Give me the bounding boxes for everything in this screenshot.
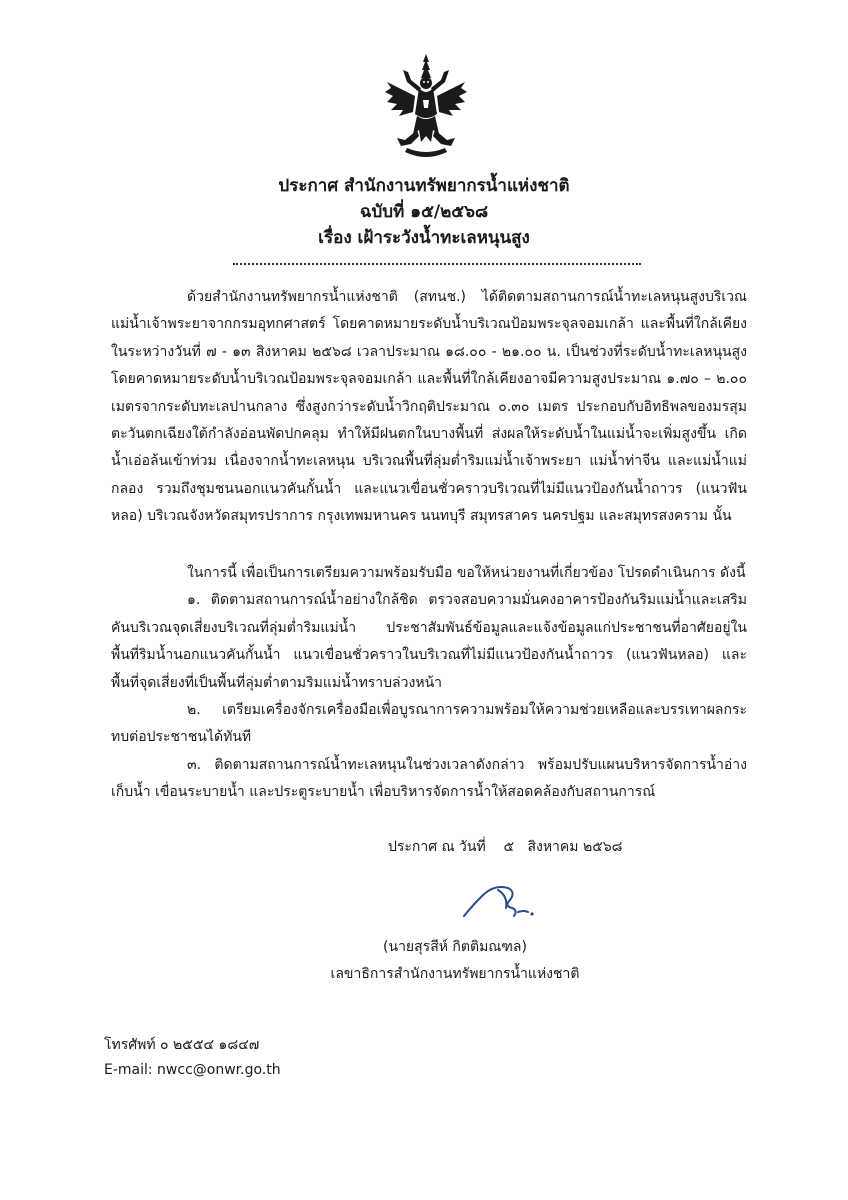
signer-title: เลขาธิการสำนักงานทรัพยากรน้ำแห่งชาติ (330, 966, 580, 982)
announcement-title: ประกาศ สำนักงานทรัพยากรน้ำแห่งชาติ (278, 176, 570, 196)
intro-paragraph: ด้วยสำนักงานทรัพยากรน้ำแห่งชาติ (สทนช.) ได้ติดตามสถานการณ์น้ำทะเลหนุนสูงบริเวณแม่น้ำเจ้าพระยาจากกรมอุทกศาสตร์ โดยคาดหมายระดับน้ำบริเวณป้อมพระจุลจอมเกล้า และพื้นที่ใกล้เคียงในระหว่างวันที่ ๗ - ๑๓ สิงหาคม ๒๕๖๘ เวลาประมาณ ๑๘.๐๐ - ๒๑.๐๐ น. เป็นช่วงที่ระดับน้ำทะเลหนุนสูงโดยคาดหมายระดับน้ำบริเวณป้อมพระจุลจอมเกล้า และพื้นที่ใกล้เคียงอาจมีความสูงประมาณ ๑.๗๐ – ๒.๐๐ เมตรจากระดับทะเลปานกลาง ซึ่งสูงกว่าระดับน้ำวิกฤติประมาณ ๐.๓๐ เมตร ประกอบกับอิทธิพลของมรสุมตะวันตกเฉียงใต้กำลังอ่อนพัดปกคลุม ทำให้มีฝนตกในบางพื้นที่ ส่งผลให้ระดับน้ำในแม่น้ำจะเพิ่มสูงขึ้น เกิดน้ำเอ่อล้นเข้าท่วม เนื่องจากน้ำทะเลหนุน บริเวณพื้นที่ลุ่มต่ำริมแม่น้ำเจ้าพระยา แม่น้ำท่าจีน และแม่น้ำแม่กลอง รวมถึงชุมชนนอกแนวคันกั้นน้ำ และแนวเขื่อนชั่วคราวบริเวณที่ไม่มีแนวป้องกันน้ำถาวร (แนวฟันหลอ) บริเวณจังหวัดสมุทรปราการ กรุงเทพมหานคร นนทบุรี สมุทรสาคร นครปฐม และสมุทรสงคราม นั้น (111, 289, 747, 525)
action-item-2: ๒. เตรียมเครื่องจักรเครื่องมือเพื่อบูรณาการความพร้อมให้ความช่วยเหลือและบรรเทาผลกระทบต่อประชาชนได้ทันที (111, 702, 747, 746)
contact-email: E-mail: nwcc@onwr.go.th (104, 1062, 281, 1078)
announcement-subject: เรื่อง เฝ้าระวังน้ำทะเลหนุนสูง (318, 228, 530, 248)
announcement-date: ประกาศ ณ วันที่ ๕ สิงหาคม ๒๕๖๘ (388, 839, 623, 855)
contact-phone: โทรศัพท์ ๐ ๒๕๕๔ ๑๘๔๗ (104, 1037, 260, 1053)
actions-intro-paragraph: ในการนี้ เพื่อเป็นการเตรียมความพร้อมรับมือ ขอให้หน่วยงานที่เกี่ยวข้อง โปรดดำเนินการ ดังนี้ (187, 565, 746, 581)
body-intro (111, 284, 747, 531)
announcement-number: ฉบับที่ ๑๕/๒๕๖๘ (359, 202, 489, 222)
dotted-divider (233, 263, 641, 265)
action-item-3: ๓. ติดตามสถานการณ์น้ำทะเลหนุนในช่วงเวลาดังกล่าว พร้อมปรับแผนบริหารจัดการน้ำอ่างเก็บน้ำ เขื่อนระบายน้ำ และประตูระบายน้ำ เพื่อบริหารจัดการน้ำให้สอดคล้องกับสถานการณ์ (111, 756, 747, 801)
signature-image (458, 876, 550, 926)
garuda-emblem-icon (383, 52, 469, 164)
action-item-1: ๑. ติดตามสถานการณ์น้ำอย่างใกล้ชิด ตรวจสอบความมั่นคงอาคารป้องกันริมแม่น้ำและเสริมคันบริเวณจุดเสี่ยงบริเวณที่ลุ่มต่ำริมแม่น้ำ ประชาสัมพันธ์ข้อมูลและแจ้งข้อมูลแก่ประชาชนที่อาศัยอยู่ในพื้นที่ริมน้ำนอกแนวคันกั้นน้ำ แนวเขื่อนชั่วคราวในบริเวณที่ไม่มีแนวป้องกันน้ำถาวร (แนวฟันหลอ) และพื้นที่จุดเสี่ยงที่เป็นพื้นที่ลุ่มต่ำตามริมแม่น้ำทราบล่วงหน้า (111, 592, 747, 691)
body-actions (111, 560, 747, 807)
signer-name: (นายสุรสีห์ กิตติมณฑล) (383, 939, 527, 955)
